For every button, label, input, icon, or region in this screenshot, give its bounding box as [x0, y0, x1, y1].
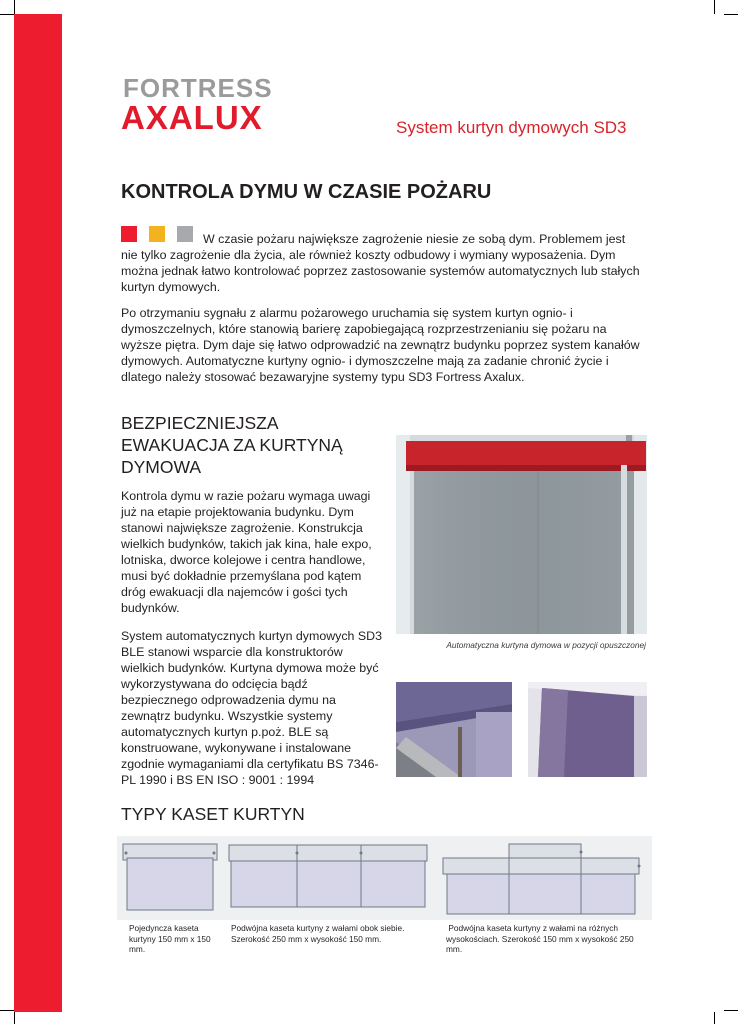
- cassette-diagrams: [117, 836, 652, 920]
- staggered-cassette-diagram: [443, 844, 641, 914]
- crop-mark: [0, 1010, 14, 1011]
- photo-caption: Automatyczna kurtyna dymowa w pozycji opuszczonej: [446, 640, 646, 650]
- single-cassette-diagram: [123, 844, 217, 910]
- crop-mark: [714, 1012, 715, 1024]
- cassette-caption-staggered: Podwójna kaseta kurtyny z wałami na różnych wysokościach. Szerokość 150 mm x wysokość 250 mm.: [446, 923, 636, 954]
- red-side-bar: [14, 14, 62, 1012]
- crop-mark: [14, 0, 15, 14]
- crop-mark: [14, 1012, 15, 1024]
- document-subtitle: System kurtyn dymowych SD3: [396, 118, 627, 137]
- double-cassette-diagram: [229, 845, 427, 907]
- escalator-curtain-photo: [396, 682, 512, 777]
- section-title-evacuation: BEZPIECZNIEJSZA EWAKUACJA ZA KURTYNĄ DYMOWA: [121, 413, 343, 477]
- logo-axalux: AXALUX: [121, 99, 263, 136]
- smoke-curtain-photo: [396, 435, 647, 634]
- crop-mark: [724, 1010, 738, 1011]
- intro-paragraph: W czasie pożaru największe zagrożenie niesie ze sobą dym. Problemem jest nie tylko zagrożenie dla życia, ale również koszty odbudowy i wymiany wyposażenia. Dym można jednak łatwo kontrolować poprzez zastosowanie systemów automatycznych lub stałych kurtyn dymowych.: [121, 232, 640, 294]
- section-title-smoke-control: KONTROLA DYMU W CZASIE POŻARU: [121, 181, 492, 203]
- section-title-cassette-types: TYPY KASET KURTYN: [121, 804, 305, 824]
- crop-mark: [714, 0, 715, 14]
- ble-system-paragraph: System automatycznych kurtyn dymowych SD3 BLE stanowi wsparcie dla konstruktorów wielkich budynków. Kurtyna dymowa może być wykorzystywana do odcięcia bądź bezpiecznego odprowadzenia dymu na zewnątrz budynku. Wszystkie systemy automatycznych kurtyn p.poż. BLE są konstruowane, wykonywane i instalowane zgodnie wymaganiami dla certyfikatu BS 7346-PL 1990 i BS EN ISO : 9001 : 1994: [121, 629, 382, 787]
- evacuation-paragraph: Kontrola dymu w razie pożaru wymaga uwagi już na etapie projektowania budynku. Dym stanowi największe zagrożenie. Konstrukcja wielkich budynków, takich jak kina, hale expo, lotniska, dworce kolejowe i centra handlowe, musi być dokładnie przemyślana pod kątem dróg ewakuacji dla najemców i gości tych budynków.: [121, 489, 372, 615]
- crop-mark: [724, 14, 738, 15]
- crop-mark: [0, 14, 14, 15]
- cassette-caption-single: Pojedyncza kaseta kurtyny 150 mm x 150 mm.: [129, 923, 211, 954]
- logo-fortress: FORTRESS: [123, 73, 273, 103]
- hall-curtain-photo: [528, 682, 647, 777]
- system-paragraph: Po otrzymaniu sygnału z alarmu pożarowego uruchamia się system kurtyn ognio- i dymoszczelnych, które stanowią barierę zapobiegającą rozprzestrzenianiu się pożaru na wyższe piętra. Dym daje się łatwo odprowadzić na zewnątrz budynku poprzez system kanałów dymowych. Automatyczne kurtyny ognio- i dymoszczelne mają za zadanie chronić życie i dlatego należy stosować bezawaryjne systemy typu SD3 Fortress Axalux.: [121, 306, 640, 384]
- cassette-caption-double: Podwójna kaseta kurtyny z wałami obok siebie. Szerokość 250 mm x wysokość 150 mm.: [231, 923, 405, 944]
